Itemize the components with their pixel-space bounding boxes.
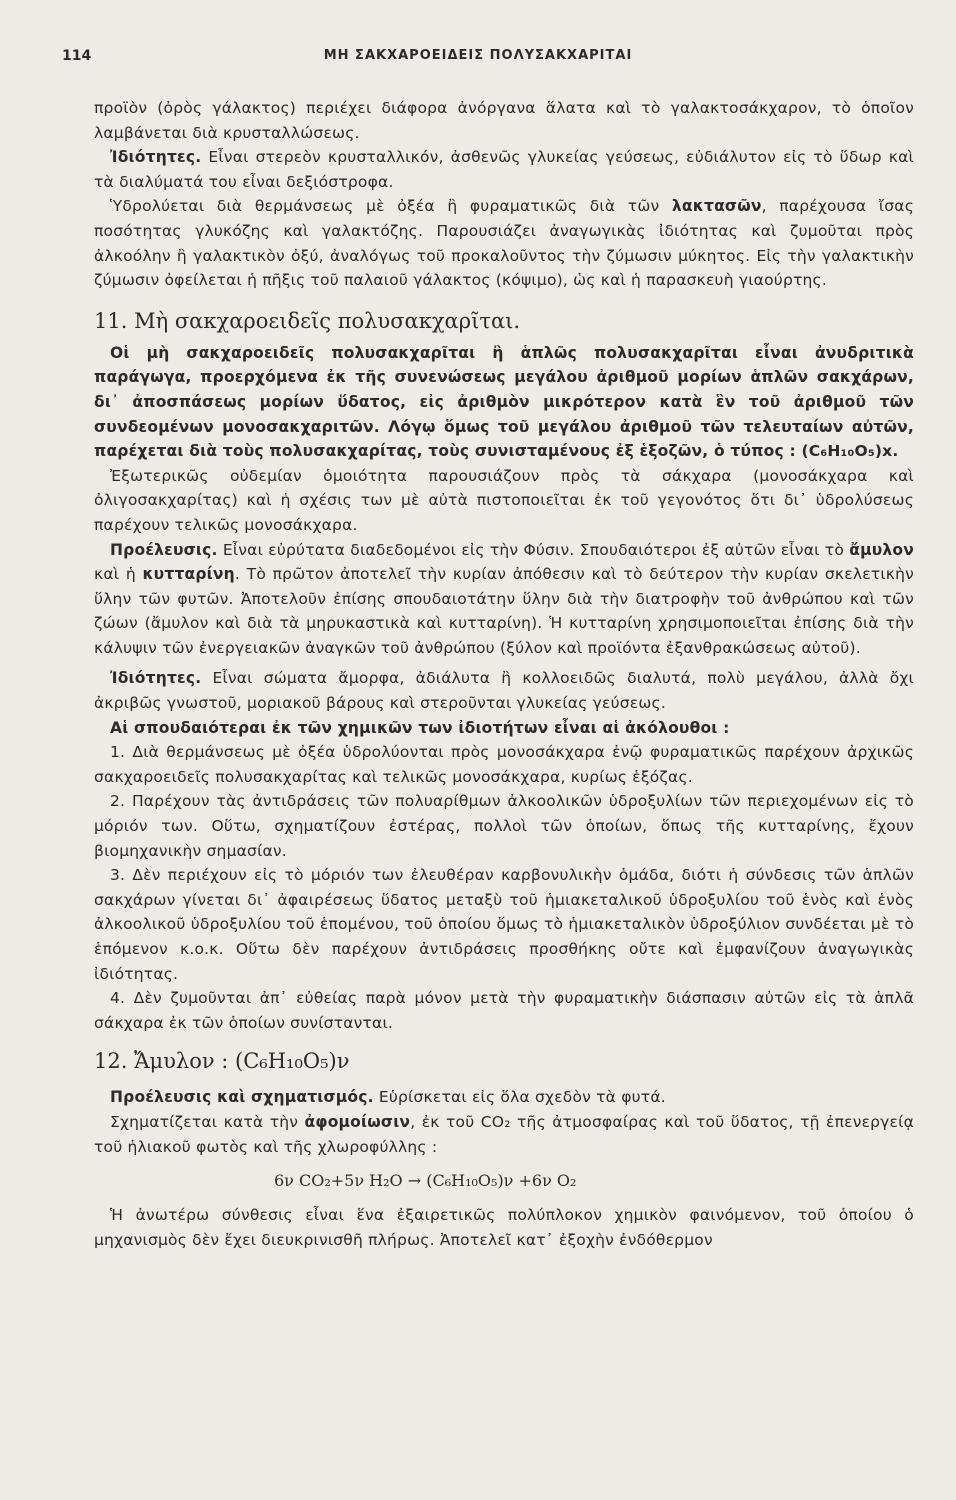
label-origin-formation: Προέλευσις καὶ σχηματισμός.	[110, 1088, 374, 1107]
term-lactases: λακτασῶν	[671, 197, 762, 216]
paragraph-9-text: Εὑρίσκεται εἰς ὅλα σχεδὸν τὰ φυτά.	[373, 1088, 666, 1107]
term-starch: ἄμυλον	[849, 540, 914, 559]
paragraph-3	[94, 194, 914, 292]
paragraph-6	[94, 538, 914, 661]
term-assimilation: ἀφομοίωσιν	[304, 1112, 411, 1131]
paragraph-3-b: , παρέχουσα ἴσας ποσότητας γλυκόζης καὶ γαλακτόζης. Παρουσιάζει ἀναγωγικὰς ἰδιότητας καὶ ζυμοῦται πρὸς ἀλκοόλην ἢ γαλακτικὸν ὀξύ, ἀναλόγως τοῦ προκαλοῦντος τὴν ζύμωσιν μύκητος. Εἰς τὴν γαλακτικὴν ζύμωσιν ὀφείλεται ἡ πῆξις τοῦ παλαιοῦ γάλακτος (κόψιμο), ὡς καὶ ἡ παρασκευὴ γιαούρτης.	[94, 197, 915, 290]
list-item-1: 1. Διὰ θερμάνσεως μὲ ὀξέα ὑδρολύονται πρὸς μονοσάκχαρα ἐνῷ φυραματικῶς παρέχουν ἀρχικῶς σακχαροειδεῖς πολυσακχαρίτας καὶ τελικῶς μονοσάκχαρα, κυρίως ἑξόζας.	[94, 743, 914, 786]
paragraph-6-b: . Τὸ πρῶτον ἀποτελεῖ τὴν κυρίαν ἀπόθεσιν καὶ τὸ δεύτερον τὴν κυρίαν σκελετικὴν ὕλην τῶν φυτῶν. Ἀποτελοῦν ἐπίσης σπουδαιοτάτην ὕλην διὰ τὴν διατροφὴν τοῦ ἀνθρώπου καὶ τῶν ζώων (ἄμυλον καὶ διὰ τὰ μηρυκαστικὰ καὶ κυτταρίνη). Ἡ κυτταρίνη χρησιμοποιεῖται ἐπίσης διὰ τὴν κάλυψιν τῶν ἐνεργειακῶν ἀναγκῶν τοῦ ἀνθρώπου (ξύλον καὶ προϊόντα ἐξανθρακώσεως αὐτοῦ).	[94, 565, 914, 657]
paragraph-6-a: Εἶναι εὐρύτατα διαδεδομένοι εἰς τὴν Φύσιν. Σπουδαιότεροι ἐξ αὐτῶν εἶναι τὸ	[217, 540, 850, 559]
paragraph-9	[94, 1085, 914, 1110]
list-item-3: 3. Δὲν περιέχουν εἰς τὸ μόριόν των ἐλευθέραν καρβονυλικὴν ὁμάδα, διότι ἡ σύνδεσις τῶν ἁπλῶν σακχάρων γίνεται δι᾽ ἀφαιρέσεως ὕδατος μεταξὺ τοῦ ἡμιακεταλικοῦ ὑδροξυλίου τοῦ ἑνὸς καὶ ἑνὸς ἀλκοολικοῦ ὑδροξυλίου τοῦ ἑπομένου, τοῦ ὁποίου ὅμως τὸ ἡμιακεταλικὸν ὑδροξύλιον συνδέεται μὲ τὸ ἑπόμενον κ.ο.κ. Οὕτω δὲν παρέχουν ἀντιδράσεις προσθήκης οὔτε καὶ ἐμφανίζουν ἀναγωγικὰς ἰδιότητας.	[94, 866, 914, 983]
label-properties-2: Ἰδιότητες.	[110, 669, 202, 688]
paragraph-2	[94, 145, 914, 194]
paragraph-6-mid: καὶ ἡ	[94, 565, 143, 584]
paragraph-10-a: Σχηματίζεται κατὰ τὴν	[110, 1112, 305, 1131]
list-item-2: 2. Παρέχουν τὰς ἀντιδράσεις τῶν πολυαρίθμων ἀλκοολικῶν ὑδροξυλίων τῶν περιεχομένων εἰς τὸ μόριόν των. Οὕτω, σχηματίζουν ἐστέρας, πολλοὶ τῶν ὁποίων, ὅπως τῆς κυτταρίνης, ἔχουν βιομηχανικὴν σημασίαν.	[94, 792, 914, 860]
page-header	[62, 48, 894, 72]
photosynthesis-formula: 6ν CO₂+5ν H₂O → (C₆H₁₀O₅)ν +6ν O₂	[274, 1171, 577, 1191]
paragraph-1: προϊὸν (ὀρὸς γάλακτος) περιέχει διάφορα ἀνόργανα ἅλατα καὶ τὸ γαλακτοσάκχαρον, τὸ ὁποῖον λαμβάνεται διὰ κρυσταλλώσεως.	[94, 99, 914, 142]
paragraph-7-text: Εἶναι σώματα ἄμορφα, ἀδιάλυτα ἢ κολλοειδῶς διαλυτά, πολὺ μεγάλου, ἀλλὰ ὄχι ἀκριβῶς γνωστοῦ, μοριακοῦ βάρους καὶ στεροῦνται γλυκείας γεύσεως.	[94, 669, 914, 713]
running-title: ΜΗ ΣΑΚΧΑΡΟΕΙΔΕΙΣ ΠΟΛΥΣΑΚΧΑΡΙΤΑΙ	[323, 48, 633, 63]
paragraph-10-b: , ἐκ τοῦ CO₂ τῆς ἀτμοσφαίρας καὶ τοῦ ὕδατος, τῇ ἐπενεργείᾳ τοῦ ἡλιακοῦ φωτὸς καὶ τῆς χλωροφύλλης :	[94, 1112, 914, 1156]
paragraph-4: Οἱ μὴ σακχαροειδεῖς πολυσακχαρῖται ἢ ἁπλῶς πολυσακχαρῖται εἶναι ἀνυδριτικὰ παράγωγα, προερχόμενα ἐκ τῆς συνενώσεως μεγάλου ἀριθμοῦ μορίων ἁπλῶν σακχάρων, δι᾽ ἀποσπάσεως μορίων ὕδατος, εἰς ἀριθμὸν μικρότερον κατὰ ἓν τοῦ ἀριθμοῦ τῶν συνδεομένων μονοσακχαριτῶν. Λόγῳ ὅμως τοῦ μεγάλου ἀριθμοῦ τῶν τελευταίων αὐτῶν, παρέχεται διὰ τοὺς πολυσακχαρίτας, τοὺς συνιστ​αμένους ἐξ ἑξοζῶν, ὁ τύπος : (C₆H₁₀O₅)x.	[94, 343, 914, 461]
paragraph-5: Ἐξωτερικῶς οὐδεμίαν ὁμοιότητα παρουσιάζουν πρὸς τὰ σάκχαρα (μονοσάκχαρα καὶ ὀλιγοσακχαρίτας) καὶ ἡ σχέσις των μὲ αὐτὰ πιστοποιεῖται ἐκ τοῦ γεγονότος ὅτι δι᾽ ὑδρολύσεως παρέχουν τελικῶς μονοσάκχαρα.	[94, 466, 914, 534]
label-origin: Προέλευσις.	[110, 540, 218, 559]
section-11-title: 11. Μὴ σακχαροειδεῖς πολυσακχαρῖται.	[94, 308, 521, 333]
term-cellulose: κυτταρίνη	[142, 565, 235, 584]
page-number: 114	[62, 48, 92, 64]
label-properties: Ἰδιότητες.	[110, 148, 202, 167]
section-12-title: 12. Ἄμυλον : (C₆H₁₀O₅)ν	[94, 1049, 350, 1074]
paragraph-11: Ἡ ἀνωτέρω σύνθεσις εἶναι ἕνα ἐξαιρετικῶς πολύπλοκον χημικὸν φαινόμενον, τοῦ ὁποίου ὁ μηχανισμὸς δὲν ἔχει διευκρινισθῆ πλήρως. Ἀποτελεῖ κατ᾽ ἐξοχὴν ἐνδόθερμον	[94, 1206, 914, 1249]
paragraph-2-text: Εἶναι στερεὸν κρυσταλλικόν, ἀσθενῶς γλυκείας γεύσεως, εὐδιάλυτον εἰς τὸ ὕδωρ καὶ τὰ διαλύματά του εἶναι δεξιόστροφα.	[94, 148, 914, 191]
paragraph-8: Αἱ σπουδαιότεραι ἐκ τῶν χημικῶν των ἰδιοτήτων εἶναι αἱ ἀκόλουθοι :	[110, 718, 730, 737]
paragraph-10	[94, 1110, 914, 1159]
list-item-4: 4. Δὲν ζυμοῦνται ἀπ᾽ εὐθείας παρὰ μόνον μετὰ τὴν φυραματικὴν διάσπασιν αὐτῶν εἰς τὰ ἁπλᾶ σάκχαρα ἐκ τῶν ὁποίων συνίστανται.	[94, 989, 914, 1032]
paragraph-7	[94, 666, 914, 715]
page-body	[94, 96, 914, 1252]
paragraph-3-a: Ὑδρολύεται διὰ θερμάνσεως μὲ ὀξέα ἢ φυραματικῶς διὰ τῶν	[110, 197, 672, 216]
